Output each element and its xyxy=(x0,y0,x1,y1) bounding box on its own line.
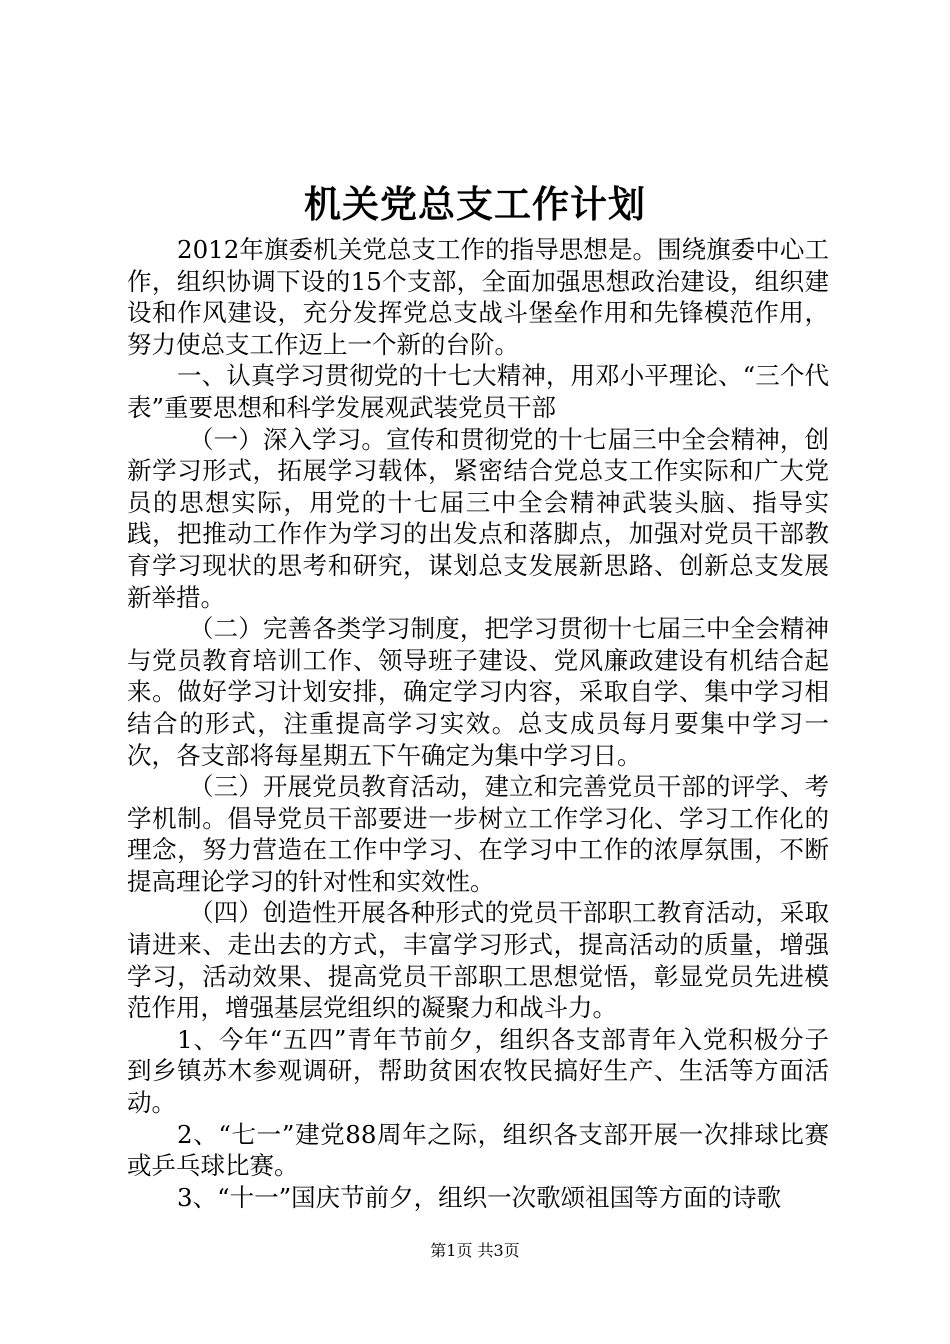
document-body xyxy=(127,234,829,1213)
list-item-2: 2、“七一”建党88周年之际，组织各支部开展一次排球比赛或乒乓球比赛。 xyxy=(127,1119,829,1181)
document-title: 机关党总支工作计划 xyxy=(304,182,646,226)
page-number: 第1页 共3页 xyxy=(430,1241,520,1260)
paragraph-guiding-thought: 2012年旗委机关党总支工作的指导思想是。围绕旗委中心工作，组织协调下设的15个支部，全面加强思想政治建设，组织建设和作风建设，充分发挥党总支战斗堡垒作用和先锋模范作用，努力使总支工作迈上一个新的台阶。 xyxy=(127,235,829,359)
list-item-1: 1、今年“五四”青年节前夕，组织各支部青年入党积极分子到乡镇苏木参观调研，帮助贫困农牧民搞好生产、生活等方面活动。 xyxy=(127,1024,829,1118)
section-heading-1: 一、认真学习贯彻党的十七大精神，用邓小平理论、“三个代表”重要思想和科学发展观武装党员干部 xyxy=(127,361,829,422)
list-item-3: 3、“十一”国庆节前夕，组织一次歌颂祖国等方面的诗歌 xyxy=(177,1182,782,1212)
paragraph-study-1: （一）深入学习。宣传和贯彻党的十七届三中全会精神，创新学习形式，拓展学习载体，紧密结合党总支工作实际和广大党员的思想实际，用党的十七届三中全会精神武装头脑、指导实践，把推动工作作为学习的出发点和落脚点，加强对党员干部教育学习现状的思考和研究，谋划总支发展新思路、创新总支发展新举措。 xyxy=(127,424,829,612)
paragraph-study-3: （三）开展党员教育活动，建立和完善党员干部的评学、考学机制。倡导党员干部要进一步树立工作学习化、学习工作化的理念，努力营造在工作中学习、在学习中工作的浓厚氛围，不断提高理论学习的针对性和实效性。 xyxy=(127,772,829,896)
paragraph-study-4: （四）创造性开展各种形式的党员干部职工教育活动，采取请进来、走出去的方式，丰富学习形式，提高活动的质量，增强学习，活动效果、提高党员干部职工思想觉悟，彰显党员先进模范作用，增强基层党组织的凝聚力和战斗力。 xyxy=(127,898,829,1023)
paragraph-study-2: （二）完善各类学习制度，把学习贯彻十七届三中全会精神与党员教育培训工作、领导班子建设、党风廉政建设有机结合起来。做好学习计划安排，确定学习内容，采取自学、集中学习相结合的形式，注重提高学习实效。总支成员每月要集中学习一次，各支部将每星期五下午确定为集中学习日。 xyxy=(127,614,829,770)
